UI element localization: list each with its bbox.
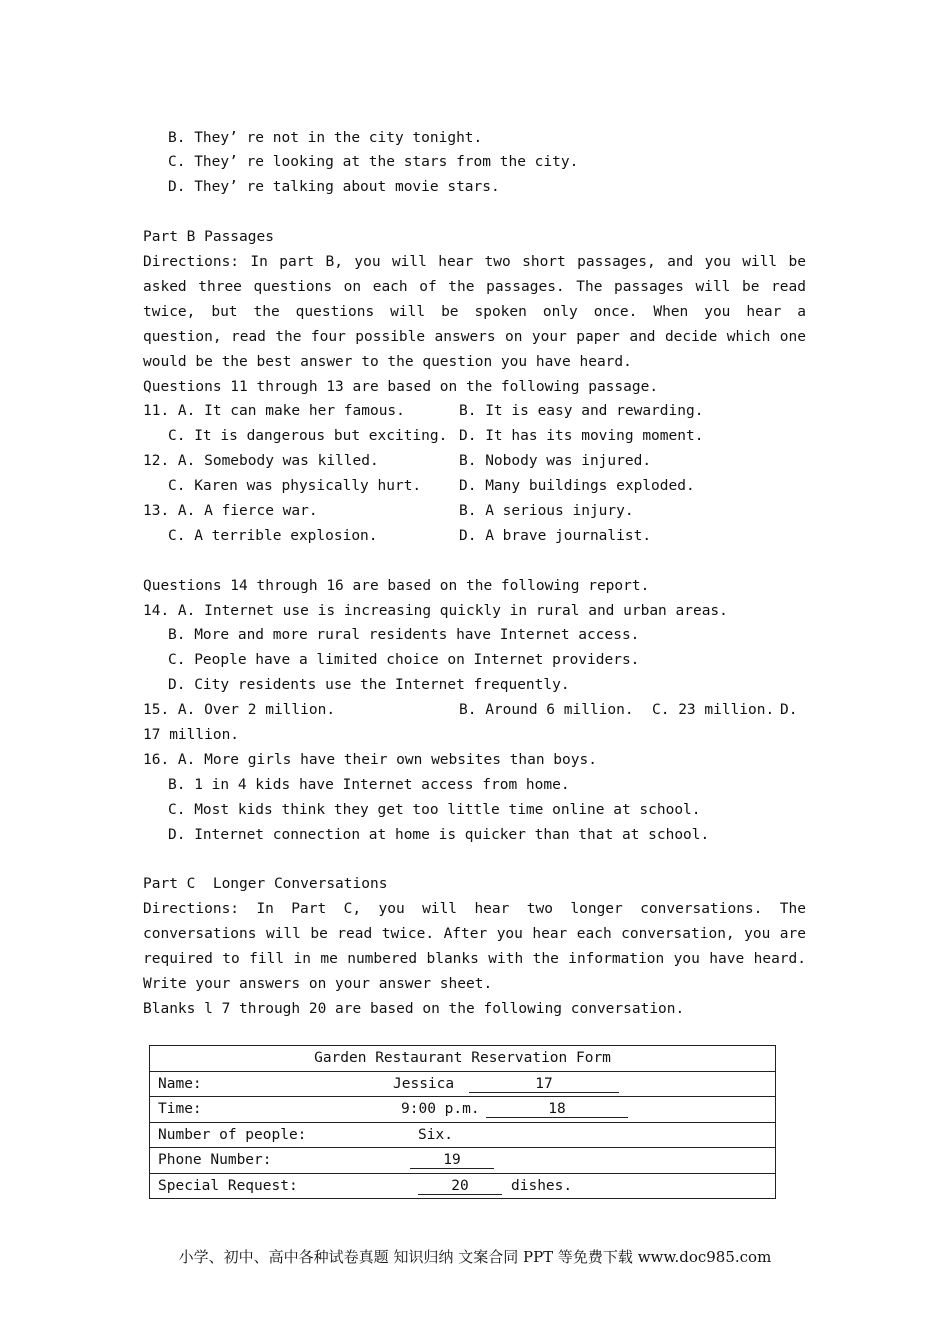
form-row-request xyxy=(150,1173,776,1199)
people-label: Number of people: xyxy=(158,1126,307,1143)
people-value: Six. xyxy=(418,1126,453,1143)
part-b-directions: Directions: In part B, you will hear two short passages, and you will be asked three questions on each of the passages. The passages will be read twice, but the questions will be spoken only once. When you hear a question, read the four possible answers on your paper and decide which one would be the best answer to the question you have heard. xyxy=(143,254,806,370)
q13-option-b: B. A serious injury. xyxy=(459,503,634,519)
q11-option-c: C. It is dangerous but exciting. xyxy=(168,428,448,444)
blank-17: 17 xyxy=(469,1076,619,1093)
time-label: Time: xyxy=(158,1101,202,1117)
name-value: Jessica xyxy=(393,1075,455,1092)
q16-option-c: C. Most kids think they get too little time online at school. xyxy=(168,802,701,818)
q15-option-a: 15. A. Over 2 million. xyxy=(143,702,336,718)
blank-19: 19 xyxy=(410,1152,494,1169)
form-title-row xyxy=(150,1046,776,1072)
q14-option-b: B. More and more rural residents have Internet access. xyxy=(168,627,640,643)
q14-option-c: C. People have a limited choice on Internet providers. xyxy=(168,652,640,668)
q14-option-a: 14. A. Internet use is increasing quickly in rural and urban areas. xyxy=(143,603,728,619)
q13-option-d: D. A brave journalist. xyxy=(459,528,652,544)
q11-option-a: 11. A. It can make her famous. xyxy=(143,403,405,419)
form-row-time xyxy=(150,1097,776,1123)
q16-option-d: D. Internet connection at home is quicker than that at school. xyxy=(168,827,710,843)
passage-2-intro: Questions 14 through 16 are based on the following report. xyxy=(143,578,650,594)
q11-option-d: D. It has its moving moment. xyxy=(459,428,704,444)
reservation-form xyxy=(149,1045,776,1199)
q15-option-b: B. Around 6 million. xyxy=(459,702,634,718)
q12-option-c: C. Karen was physically hurt. xyxy=(168,478,422,494)
blank-20: 20 xyxy=(418,1178,502,1195)
form-row-phone xyxy=(150,1148,776,1174)
q12-option-b: B. Nobody was injured. xyxy=(459,453,652,469)
option-c: C. They’ re looking at the stars from the city. xyxy=(168,154,579,170)
q16-option-a: 16. A. More girls have their own websites than boys. xyxy=(143,752,597,768)
q13-option-a: 13. A. A fierce war. xyxy=(143,503,318,519)
form-title: Garden Restaurant Reservation Form xyxy=(150,1046,776,1072)
q12-option-a: 12. A. Somebody was killed. xyxy=(143,453,379,469)
phone-label: Phone Number: xyxy=(158,1152,272,1168)
q13-option-c: C. A terrible explosion. xyxy=(168,528,378,544)
option-d: D. They’ re talking about movie stars. xyxy=(168,179,500,195)
q15-option-d-continued: 17 million. xyxy=(143,727,240,743)
time-value: 9:00 p.m. xyxy=(401,1101,480,1117)
form-row-name xyxy=(150,1071,776,1097)
form-row-people xyxy=(150,1122,776,1148)
q14-option-d: D. City residents use the Internet frequently. xyxy=(168,677,570,693)
request-suffix: dishes. xyxy=(511,1177,573,1194)
q12-option-d: D. Many buildings exploded. xyxy=(459,478,695,494)
page-footer: 小学、初中、高中各种试卷真题 知识归纳 文案合同 PPT 等免费下载 www.doc985.com xyxy=(178,1248,772,1266)
part-c-directions: Directions: In Part C, you will hear two longer conversations. The conversations will be read twice. After you hear each conversation, you are required to fill in me numbered blanks with the information you have heard. Write your answers on your answer sheet. xyxy=(143,901,806,992)
q16-option-b: B. 1 in 4 kids have Internet access from home. xyxy=(168,777,570,793)
option-b: B. They’ re not in the city tonight. xyxy=(168,130,483,146)
name-label: Name: xyxy=(158,1075,202,1092)
q11-option-b: B. It is easy and rewarding. xyxy=(459,403,704,419)
conversation-intro: Blanks l 7 through 20 are based on the following conversation. xyxy=(143,1001,685,1017)
blank-18: 18 xyxy=(486,1101,628,1118)
request-label: Special Request: xyxy=(158,1177,298,1194)
q15-option-c: C. 23 million. xyxy=(652,702,775,718)
part-b-heading: Part B Passages xyxy=(143,229,274,245)
passage-1-intro: Questions 11 through 13 are based on the following passage. xyxy=(143,379,659,395)
part-c-heading: Part C Longer Conversations xyxy=(143,876,388,892)
q15-option-d: D. xyxy=(780,702,798,718)
